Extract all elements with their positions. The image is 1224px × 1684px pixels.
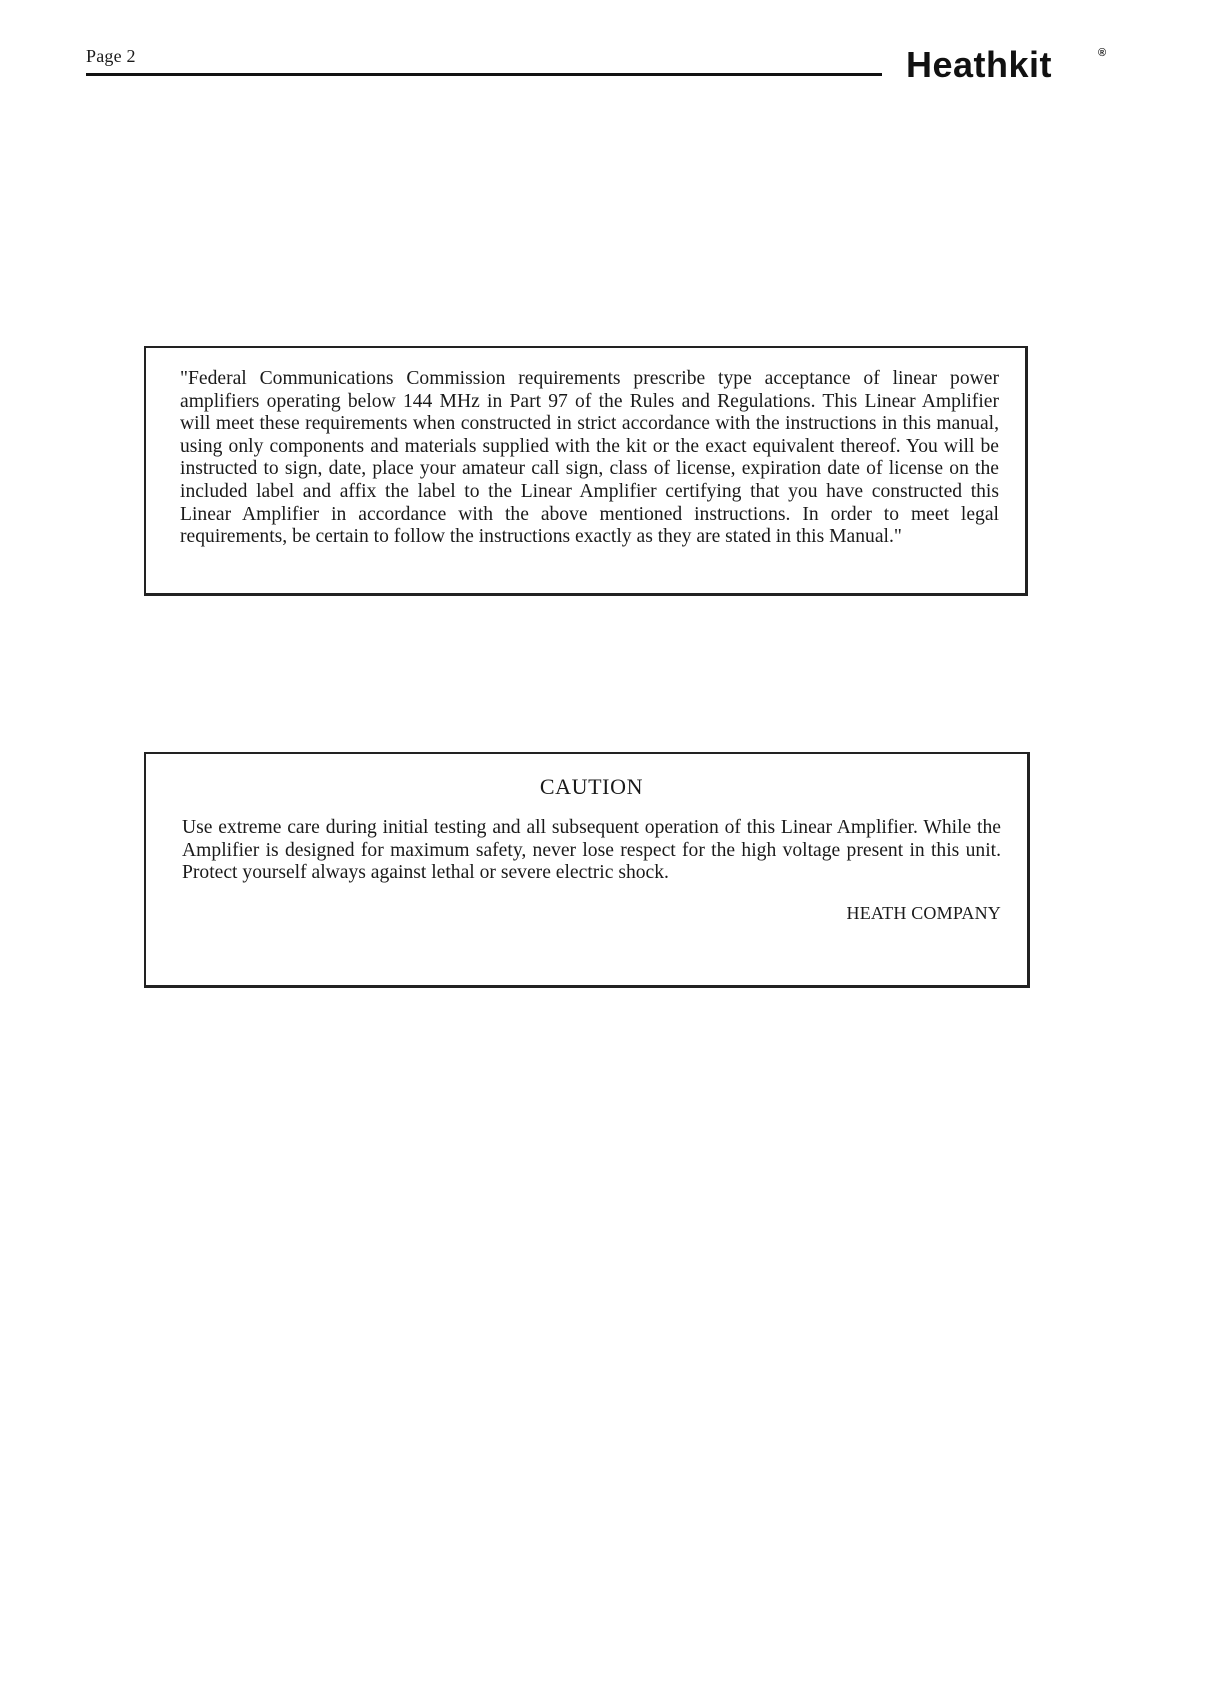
brand-logo: Heathkit [906, 44, 1053, 85]
caution-signature: HEATH COMPANY [846, 902, 1001, 923]
fcc-notice-text: "Federal Communications Commission requirements prescribe type acceptance of linear power amplifiers operating below 144 MHz in Part 97 of the Rules and Regulations. This Linear Amplifier will meet these requirements when constructed in strict accordance with the instructions in this manual, using only components and materials supplied with the kit or the exact equivalent thereof. You will be instructed to sign, date, place your amateur call sign, class of license, expiration date of license on the included label and affix the label to the Linear Amplifier certifying that you have constructed this Linear Amplifier in accordance with the above mentioned instructions. In order to meet legal requirements, be certain to follow the instructions exactly as they are stated in this Manual." [180, 368, 999, 548]
page-number: Page 2 [86, 46, 136, 66]
caution-box [144, 752, 1030, 988]
caution-title: CAUTION [539, 774, 644, 799]
fcc-notice-box [144, 346, 1028, 596]
page-header [86, 40, 1107, 90]
registered-mark: ® [1098, 47, 1107, 59]
caution-text: Use extreme care during initial testing and all subsequent operation of this Linear Amplifier. While the Amplifier is designed for maximum safety, never lose respect for the high voltage present in this unit. Protect yourself always against lethal or severe electric shock. [182, 817, 1001, 884]
header-rule [86, 73, 882, 76]
